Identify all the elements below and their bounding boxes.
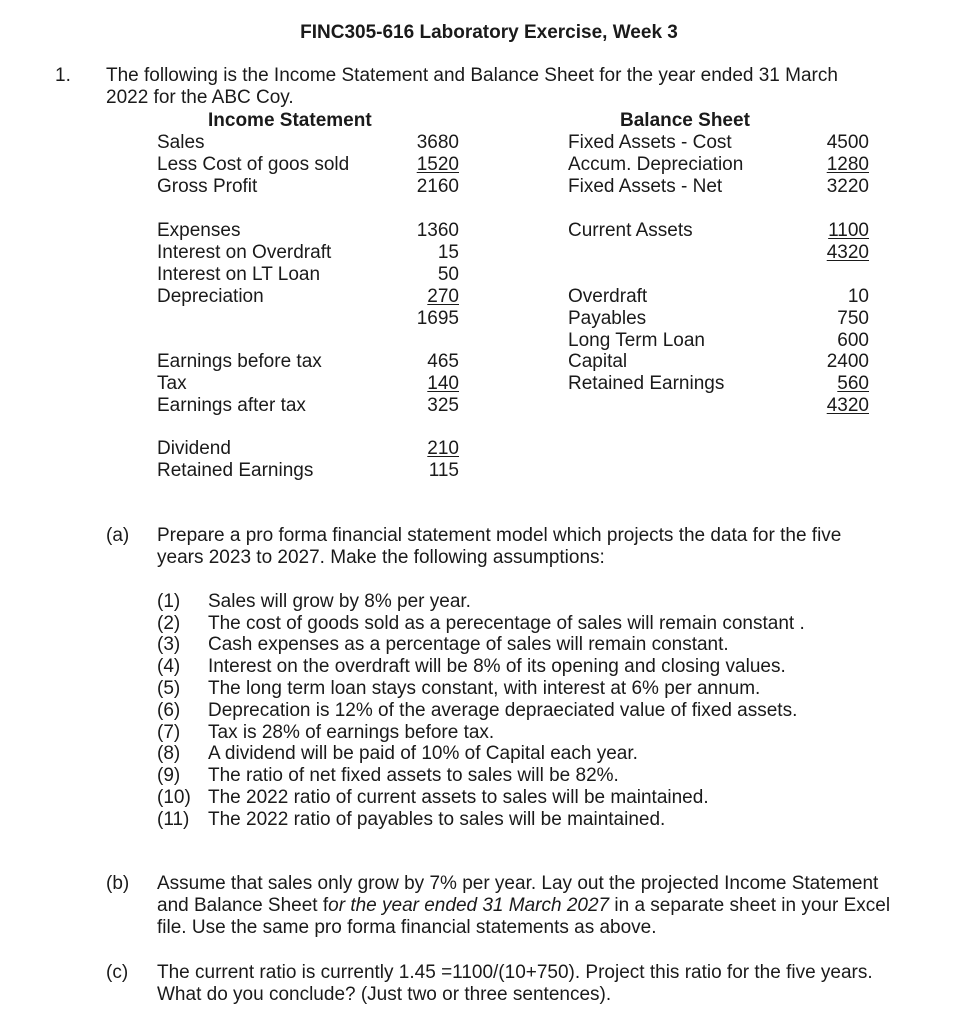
bs-row-current-assets: Current Assets 1100 — [568, 220, 869, 241]
assumption-number: (11) — [157, 809, 190, 830]
assumption-text: Sales will grow by 8% per year. — [208, 591, 471, 612]
assumption-text: Deprecation is 12% of the average depraeciated value of fixed assets. — [208, 700, 798, 721]
assumption-text: The 2022 ratio of current assets to sales will be maintained. — [208, 787, 709, 808]
intro-line-2: 2022 for the ABC Coy. — [106, 86, 294, 108]
assumption-text: Cash expenses as a percentage of sales will remain constant. — [208, 634, 729, 655]
question-number: 1. — [55, 65, 71, 86]
assumption-text: The long term loan stays constant, with interest at 6% per annum. — [208, 678, 761, 699]
assumption-number: (3) — [157, 634, 181, 655]
bs-row-payables: Payables 750 — [568, 308, 869, 329]
assumption-number: (2) — [157, 613, 181, 634]
assumption-number: (4) — [157, 656, 181, 677]
is-row-eat: Earnings after tax 325 — [157, 395, 459, 416]
is-row-depreciation: Depreciation 270 — [157, 286, 459, 307]
assumption-number: (9) — [157, 765, 181, 786]
bs-row-total-assets: 4320 — [826, 242, 869, 263]
bs-row-accum-dep: Accum. Depreciation 1280 — [568, 154, 869, 175]
is-row-interest-lt-loan: Interest on LT Loan 50 — [157, 264, 459, 285]
part-b-line-2: and Balance Sheet for the year ended 31 March 2027 in a separate sheet in your Excel — [157, 894, 891, 916]
is-row-total-expenses: 1695 — [416, 308, 459, 329]
assumption-number: (10) — [157, 787, 191, 808]
is-row-expenses: Expenses 1360 — [157, 220, 459, 241]
is-row-gross-profit: Gross Profit 2160 — [157, 176, 459, 197]
assumption-text: The cost of goods sold as a perecentage of sales will remain constant . — [208, 613, 805, 634]
part-c-line-1: The current ratio is currently 1.45 =1100/(10+750). Project this ratio for the five years. — [157, 962, 873, 983]
part-a-label: (a) — [106, 525, 130, 546]
assumption-number: (7) — [157, 722, 181, 743]
assumption-number: (6) — [157, 700, 181, 721]
part-c-text — [157, 962, 937, 1006]
part-b-text — [157, 873, 937, 938]
part-a-text — [157, 525, 937, 569]
assumption-text: The ratio of net fixed assets to sales will be 82%. — [208, 765, 619, 786]
is-row-cogs: Less Cost of goos sold 1520 — [157, 154, 459, 175]
part-a-line-1: Prepare a pro forma financial statement model which projects the data for the five — [157, 525, 842, 546]
bs-row-fa-cost: Fixed Assets - Cost 4500 — [568, 132, 869, 153]
income-statement-heading: Income Statement — [208, 110, 372, 131]
bs-row-overdraft: Overdraft 10 — [568, 286, 869, 307]
assumption-number: (5) — [157, 678, 181, 699]
is-row-ebt: Earnings before tax 465 — [157, 351, 459, 372]
part-b-line-3: file. Use the same pro forma financial statements as above. — [157, 916, 657, 938]
assumption-number: (8) — [157, 743, 181, 764]
part-b-label: (b) — [106, 873, 130, 894]
bs-row-lt-loan: Long Term Loan 600 — [568, 330, 869, 351]
assumption-text: A dividend will be paid of 10% of Capital each year. — [208, 743, 638, 764]
document-title: FINC305-616 Laboratory Exercise, Week 3 — [300, 22, 678, 43]
balance-sheet-heading: Balance Sheet — [620, 110, 750, 131]
bs-row-capital: Capital 2400 — [568, 351, 869, 372]
is-row-sales: Sales 3680 — [157, 132, 459, 153]
bs-row-fa-net: Fixed Assets - Net 3220 — [568, 176, 869, 197]
assumption-text: Tax is 28% of earnings before tax. — [208, 722, 495, 743]
bs-row-retained-earnings: Retained Earnings 560 — [568, 373, 869, 394]
part-c-label: (c) — [106, 962, 129, 983]
part-b-line-1: Assume that sales only grow by 7% per year. Lay out the projected Income Statement — [157, 873, 879, 894]
intro-line-1: The following is the Income Statement and Balance Sheet for the year ended 31 March — [106, 65, 838, 86]
is-row-retained-earnings: Retained Earnings 115 — [157, 460, 459, 481]
assumption-text: Interest on the overdraft will be 8% of its opening and closing values. — [208, 656, 786, 677]
is-row-interest-overdraft: Interest on Overdraft 15 — [157, 242, 459, 263]
question-intro — [106, 65, 906, 109]
part-c-line-2: What do you conclude? (Just two or three sentences). — [157, 983, 612, 1005]
assumption-text: The 2022 ratio of payables to sales will be maintained. — [208, 809, 666, 830]
part-a-line-2: years 2023 to 2027. Make the following assumptions: — [157, 546, 605, 568]
is-row-dividend: Dividend 210 — [157, 438, 459, 459]
assumption-number: (1) — [157, 591, 181, 612]
bs-row-total-liabilities: 4320 — [826, 395, 869, 416]
is-row-tax: Tax 140 — [157, 373, 459, 394]
